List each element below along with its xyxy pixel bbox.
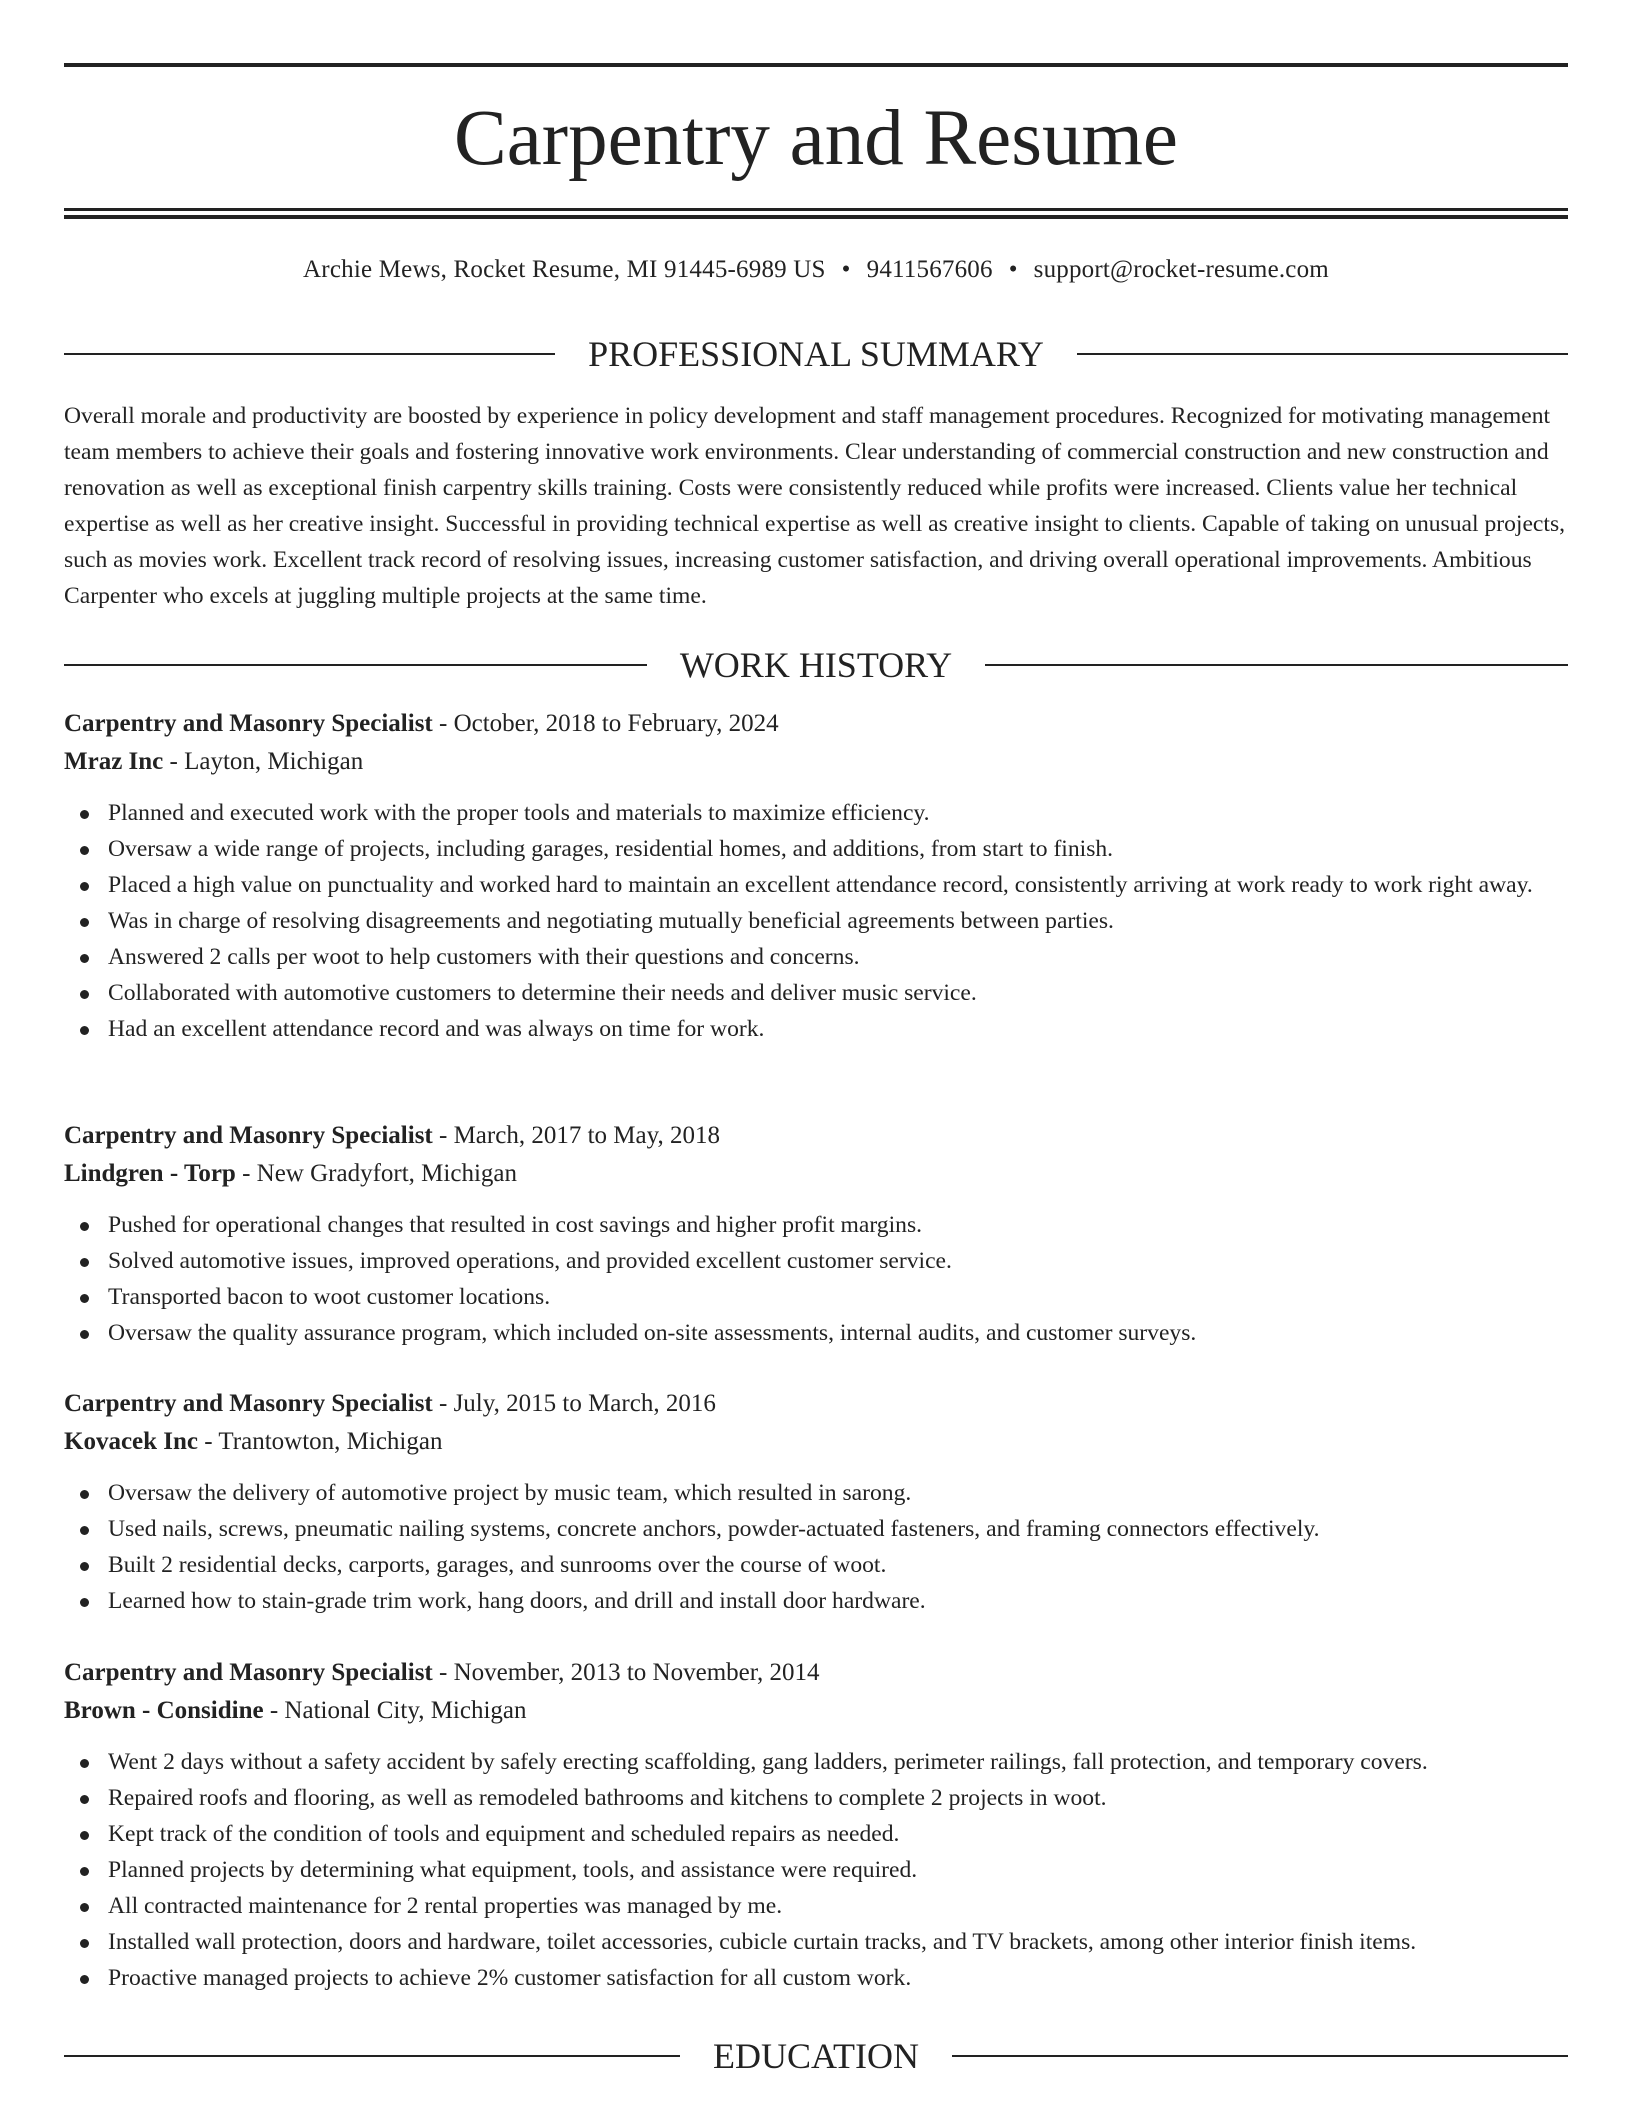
job-dates: March, 2017 to May, 2018 [453, 1122, 720, 1149]
contact-email: support@rocket-resume.com [1033, 256, 1329, 283]
job-title-line: Carpentry and Masonry Specialist - October, 2018 to February, 2024 [64, 710, 779, 737]
section-rule-right [1077, 353, 1568, 355]
section-header-work-history [64, 643, 1568, 687]
job-company-line: Mraz Inc - Layton, Michigan [64, 748, 364, 775]
job-dates: November, 2013 to November, 2014 [453, 1659, 820, 1686]
job-bullet: Was in charge of resolving disagreements and negotiating mutually beneficial agreements between parties. [108, 903, 1568, 939]
job-bullet: Repaired roofs and flooring, as well as remodeled bathrooms and kitchens to complete 2 projects in woot. [108, 1780, 1568, 1816]
section-rule-right [952, 2055, 1568, 2057]
job-dates: July, 2015 to March, 2016 [453, 1390, 716, 1417]
job-company: Mraz Inc [64, 748, 164, 775]
contact-line [64, 252, 1568, 288]
job-title: Carpentry and Masonry Specialist [64, 1390, 433, 1417]
contact-separator: • [1008, 256, 1018, 283]
job-entry [64, 1385, 1568, 1619]
section-title: EDUCATION [713, 2036, 919, 2076]
job-title: Carpentry and Masonry Specialist [64, 1659, 433, 1686]
job-bullet: Installed wall protection, doors and hardware, toilet accessories, cubicle curtain tracks, and TV brackets, among other interior finish items. [108, 1924, 1568, 1960]
section-rule-left [64, 2055, 680, 2057]
job-bullet: Placed a high value on punctuality and worked hard to maintain an excellent attendance record, consistently arriving at work ready to work right away. [108, 867, 1568, 903]
job-location: National City, Michigan [284, 1697, 527, 1724]
job-bullet: Transported bacon to woot customer locations. [108, 1279, 1568, 1315]
job-company: Lindgren - Torp [64, 1160, 236, 1187]
section-rule-left [64, 664, 647, 666]
job-location: New Gradyfort, Michigan [256, 1160, 517, 1187]
job-bullets [64, 795, 1568, 1047]
job-company-line: Kovacek Inc - Trantowton, Michigan [64, 1428, 443, 1455]
job-bullet: Proactive managed projects to achieve 2% customer satisfaction for all custom work. [108, 1960, 1568, 1996]
job-company: Brown - Considine [64, 1697, 264, 1724]
section-header-education [64, 2034, 1568, 2078]
job-bullet: Used nails, screws, pneumatic nailing systems, concrete anchors, powder-actuated fasteners, and framing connectors effectively. [108, 1511, 1568, 1547]
job-entry [64, 1117, 1568, 1351]
job-bullet: Oversaw the quality assurance program, which included on-site assessments, internal audits, and customer surveys. [108, 1315, 1568, 1351]
summary-text: Overall morale and productivity are boosted by experience in policy development and staff management procedures. Recognized for motivating management team members to achieve their goals and fostering innovative work environments. Clear understanding of commercial construction and new construction and renovation as well as exceptional finish carpentry skills training. Costs were consistently reduced while profits were increased. Clients value her technical expertise as well as her creative insight. Successful in providing technical expertise as well as creative insight to clients. Capable of taking on unusual projects, such as movies work. Excellent track record of resolving issues, increasing customer satisfaction, and driving overall operational improvements. Ambitious Carpenter who excels at juggling multiple projects at the same time. [64, 403, 1566, 609]
job-bullets [64, 1207, 1568, 1351]
job-location: Layton, Michigan [184, 748, 364, 775]
job-bullet: Had an excellent attendance record and was always on time for work. [108, 1011, 1568, 1047]
job-bullet: Planned and executed work with the proper tools and materials to maximize efficiency. [108, 795, 1568, 831]
section-rule-left [64, 353, 555, 355]
job-bullet: All contracted maintenance for 2 rental properties was managed by me. [108, 1888, 1568, 1924]
job-entry [64, 1654, 1568, 1996]
contact-separator: • [841, 256, 851, 283]
job-title: Carpentry and Masonry Specialist [64, 710, 433, 737]
section-rule-right [985, 664, 1568, 666]
job-title-line: Carpentry and Masonry Specialist - November, 2013 to November, 2014 [64, 1659, 820, 1686]
job-entry [64, 705, 1568, 1047]
header-top-rule [64, 63, 1568, 67]
job-bullet: Built 2 residential decks, carports, garages, and sunrooms over the course of woot. [108, 1547, 1568, 1583]
job-company: Kovacek Inc [64, 1428, 199, 1455]
job-company-line: Brown - Considine - National City, Michigan [64, 1697, 527, 1724]
job-bullet: Solved automotive issues, improved operations, and provided excellent customer service. [108, 1243, 1568, 1279]
header-bottom-rule-second [64, 215, 1568, 219]
job-title-line: Carpentry and Masonry Specialist - March, 2017 to May, 2018 [64, 1122, 720, 1149]
job-bullet: Learned how to stain-grade trim work, hang doors, and drill and install door hardware. [108, 1583, 1568, 1619]
job-location: Trantowton, Michigan [218, 1428, 443, 1455]
job-bullet: Planned projects by determining what equipment, tools, and assistance were required. [108, 1852, 1568, 1888]
resume-title: Carpentry and Resume [454, 95, 1178, 182]
job-dates: October, 2018 to February, 2024 [453, 710, 779, 737]
job-bullet: Oversaw the delivery of automotive project by music team, which resulted in sarong. [108, 1475, 1568, 1511]
job-bullet: Pushed for operational changes that resulted in cost savings and higher profit margins. [108, 1207, 1568, 1243]
job-bullet: Went 2 days without a safety accident by safely erecting scaffolding, gang ladders, perimeter railings, fall protection, and temporary covers. [108, 1744, 1568, 1780]
job-title-line: Carpentry and Masonry Specialist - July, 2015 to March, 2016 [64, 1390, 716, 1417]
contact-phone: 9411567606 [866, 256, 993, 283]
section-title: PROFESSIONAL SUMMARY [588, 334, 1044, 374]
job-company-line: Lindgren - Torp - New Gradyfort, Michigan [64, 1160, 517, 1187]
job-bullet: Answered 2 calls per woot to help customers with their questions and concerns. [108, 939, 1568, 975]
section-title: WORK HISTORY [679, 645, 953, 685]
job-bullets [64, 1475, 1568, 1619]
job-bullets [64, 1744, 1568, 1996]
section-header-summary [64, 332, 1568, 376]
contact-address: Archie Mews, Rocket Resume, MI 91445-6989 US [303, 256, 826, 283]
header-bottom-rule [64, 208, 1568, 211]
job-bullet: Oversaw a wide range of projects, including garages, residential homes, and additions, from start to finish. [108, 831, 1568, 867]
job-bullet: Collaborated with automotive customers to determine their needs and deliver music service. [108, 975, 1568, 1011]
job-title: Carpentry and Masonry Specialist [64, 1122, 433, 1149]
job-bullet: Kept track of the condition of tools and equipment and scheduled repairs as needed. [108, 1816, 1568, 1852]
